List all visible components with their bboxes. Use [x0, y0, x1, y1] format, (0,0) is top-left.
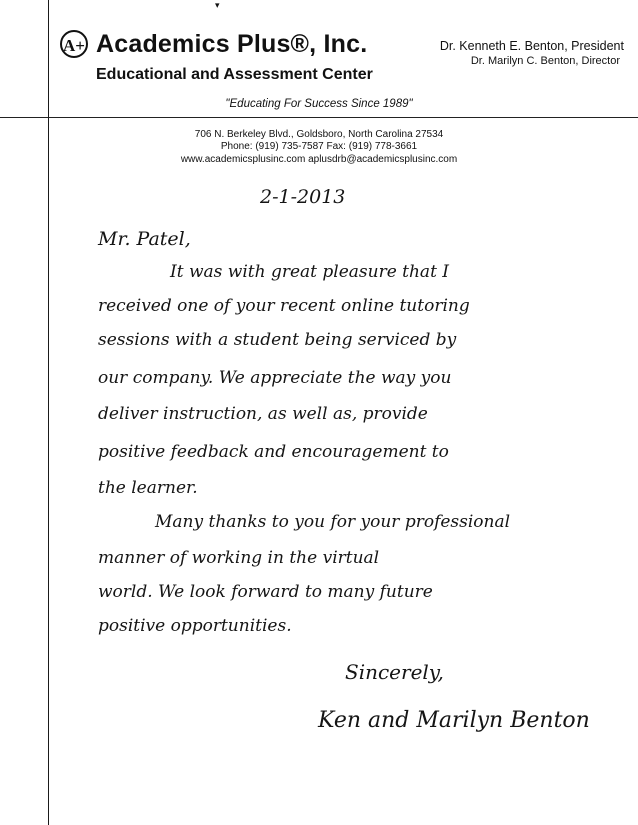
body-line: deliver instruction, as well as, provide — [98, 404, 428, 424]
president-name: Dr. Kenneth E. Benton, President — [439, 39, 624, 53]
body-line: received one of your recent online tutoring — [98, 296, 470, 316]
letter-date: 2-1-2013 — [260, 186, 346, 208]
web-email: www.academicsplusinc.com aplusdrb@academicsplusinc.com — [180, 154, 458, 165]
signature: Ken and Marilyn Benton — [318, 708, 590, 733]
company-subtitle: Educational and Assessment Center — [96, 66, 373, 83]
closing: Sincerely, — [345, 660, 444, 684]
company-name: Academics Plus®, Inc. — [96, 30, 368, 58]
body-line: our company. We appreciate the way you — [98, 368, 452, 388]
letterhead-divider — [0, 117, 638, 118]
body-line: positive opportunities. — [98, 616, 292, 636]
body-line: manner of working in the virtual — [98, 548, 380, 568]
slogan: "Educating For Success Since 1989" — [225, 98, 413, 110]
salutation: Mr. Patel, — [98, 228, 191, 250]
body-line: positive feedback and encouragement to — [98, 442, 449, 462]
street-address: 706 N. Berkeley Blvd., Goldsboro, North Carolina 27534 — [194, 129, 444, 140]
academics-plus-logo: A+ — [60, 30, 88, 58]
body-line: Many thanks to you for your professional — [155, 512, 511, 532]
body-line: It was with great pleasure that I — [170, 262, 450, 282]
body-line: sessions with a student being serviced by — [98, 330, 457, 350]
margin-line — [48, 0, 49, 825]
body-line: the learner. — [98, 478, 198, 498]
director-name: Dr. Marilyn C. Benton, Director — [470, 55, 620, 67]
scan-mark: ▾ — [215, 0, 220, 10]
body-line: world. We look forward to many future — [98, 582, 433, 602]
phone-fax: Phone: (919) 735-7587 Fax: (919) 778-3661 — [220, 141, 418, 152]
